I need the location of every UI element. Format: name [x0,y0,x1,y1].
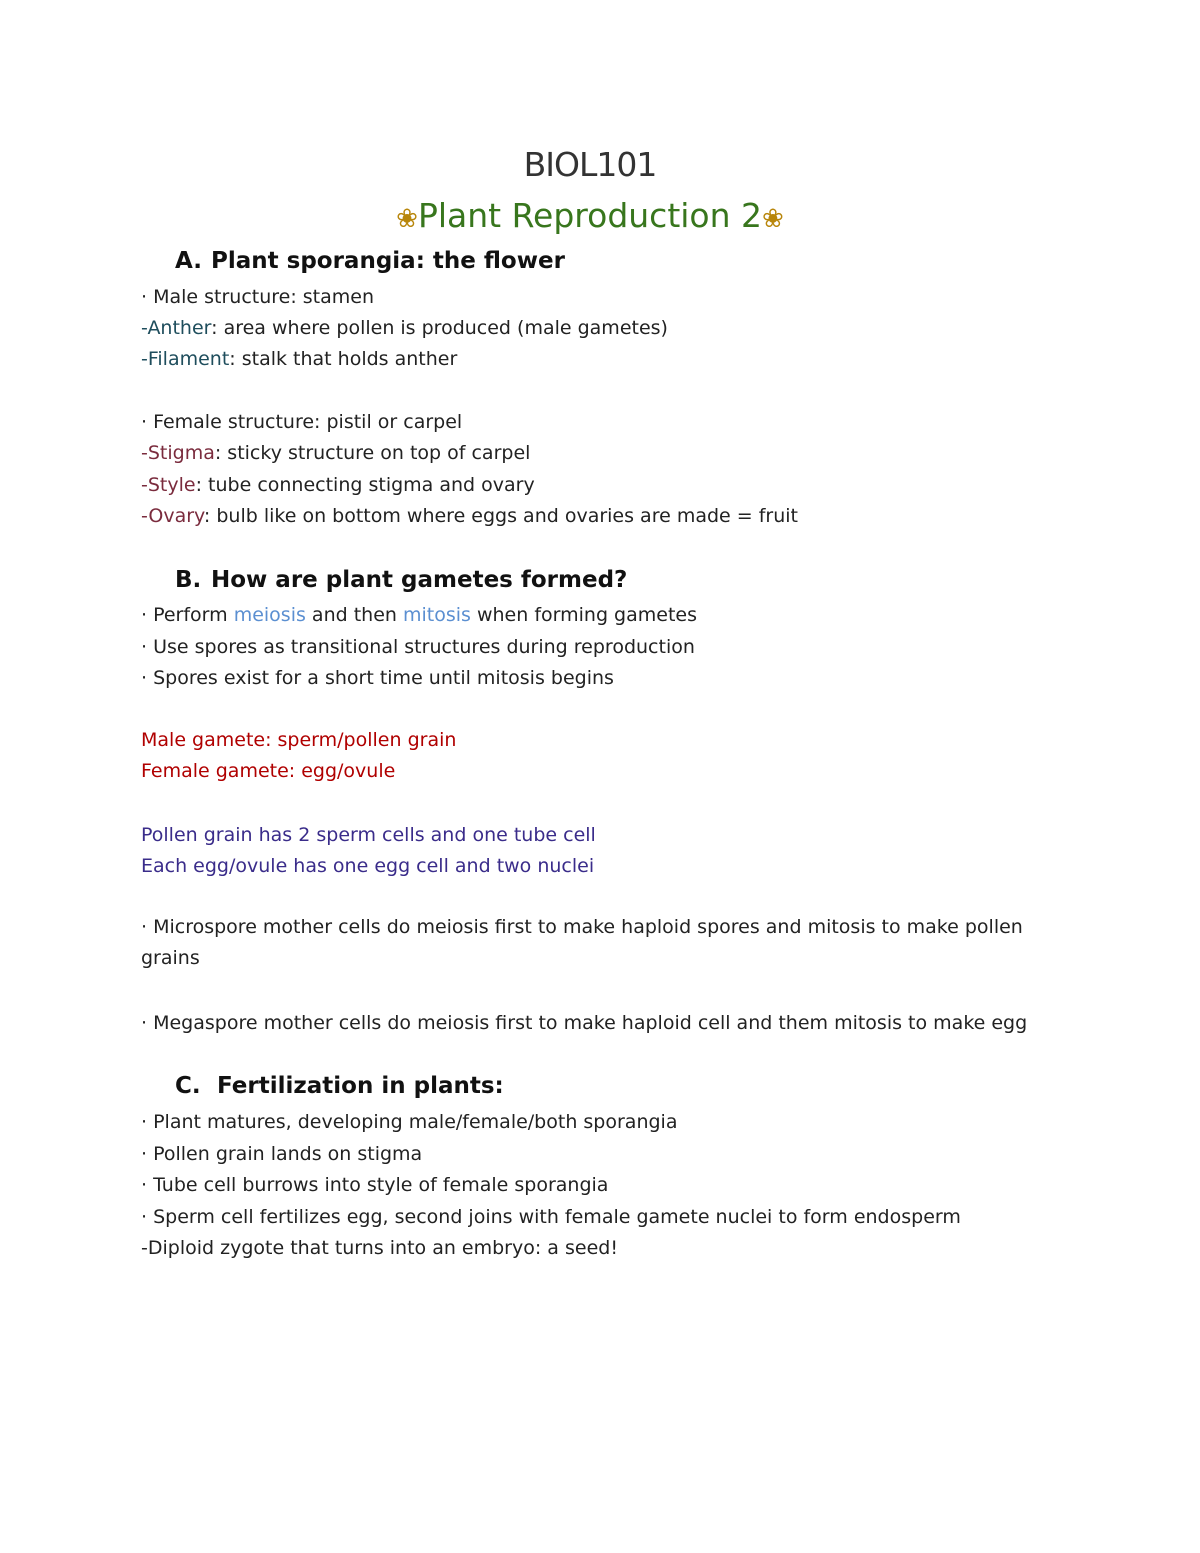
female-gamete-line: Female gamete: egg/ovule [141,760,396,782]
filament-line [141,346,457,372]
anther-desc: : area where pollen is produced (male gametes) [211,317,668,339]
stigma-term: -Stigma [141,442,215,464]
page-title [0,193,1180,242]
microspore-line: · Microspore mother cells do meiosis first to make haploid spores and mitosis to make pollen grains [141,916,1023,969]
perform-post: when forming gametes [470,604,697,626]
ovary-line [141,503,798,529]
mitosis-term: mitosis [402,604,471,626]
pollen-grain-line: Pollen grain has 2 sperm cells and one tube cell [141,824,596,846]
anther-line [141,315,668,341]
section-a-heading [175,246,565,276]
ovary-term: -Ovary [141,505,204,527]
section-b-title: How are plant gametes formed? [211,567,628,593]
stigma-line [141,440,530,466]
fertilization-step-5: -Diploid zygote that turns into an embryo: a seed! [141,1237,618,1259]
stigma-desc: : sticky structure on top of carpel [214,442,531,464]
ovary-desc: : bulb like on bottom where eggs and ovaries are made = fruit [203,505,798,527]
fertilization-step-2: · Pollen grain lands on stigma [141,1143,423,1165]
section-b-letter: B. [175,567,202,593]
course-title: BIOL101 [523,145,657,184]
page-title-text: Plant Reproduction 2 [417,196,763,235]
perform-mid: and then [305,604,403,626]
filament-desc: : stalk that holds anther [229,348,458,370]
perform-pre: · Perform [141,604,234,626]
meiosis-term: meiosis [233,604,306,626]
section-a-title: Plant sporangia: the flower [211,248,565,274]
fertilization-step-4: · Sperm cell fertilizes egg, second joins with female gamete nuclei to form endosperm [141,1206,961,1228]
female-structure-line: · Female structure: pistil or carpel [141,411,463,433]
male-gamete-line: Male gamete: sperm/pollen grain [141,729,457,751]
megaspore-line: · Megaspore mother cells do meiosis first to make haploid cell and them mitosis to make egg [141,1012,1028,1034]
style-desc: : tube connecting stigma and ovary [195,474,535,496]
fertilization-step-3: · Tube cell burrows into style of female sporangia [141,1174,609,1196]
section-a-letter: A. [175,248,202,274]
section-b-heading [175,565,627,595]
section-c-title: Fertilization in plants: [217,1073,504,1099]
egg-ovule-line: Each egg/ovule has one egg cell and two nuclei [141,855,595,877]
filament-term: -Filament [141,348,230,370]
anther-term: -Anther [141,317,212,339]
flower-icon-right: ❀ [762,204,784,234]
male-structure-line: · Male structure: stamen [141,286,375,308]
fertilization-step-1: · Plant matures, developing male/female/both sporangia [141,1111,678,1133]
flower-icon-left: ❀ [396,204,418,234]
spores-exist-line: · Spores exist for a short time until mitosis begins [141,667,614,689]
perform-line [141,602,697,628]
section-c-letter: C. [175,1073,201,1099]
spores-use-line: · Use spores as transitional structures during reproduction [141,636,695,658]
style-line [141,472,535,498]
style-term: -Style [141,474,196,496]
section-c-heading [175,1071,504,1101]
